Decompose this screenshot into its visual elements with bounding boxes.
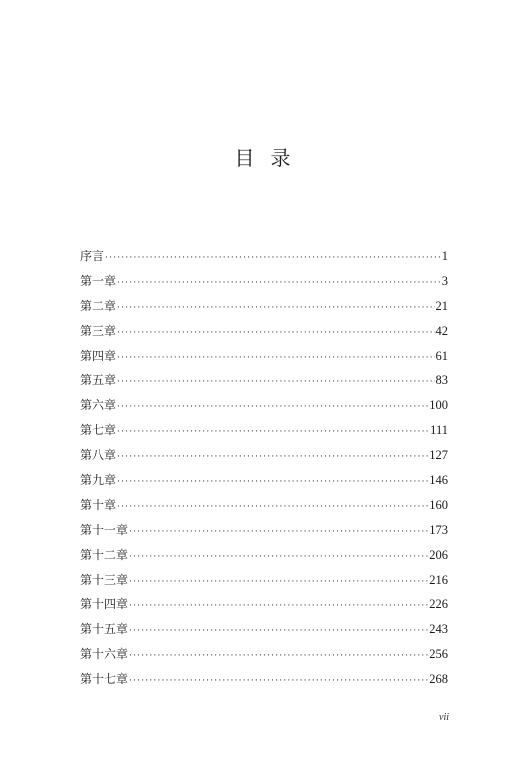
toc-entry-page-number: 226 [429,597,448,612]
toc-entry-page-number: 173 [429,522,448,537]
toc-entry-page-number: 216 [429,572,448,587]
toc-entry-label: 第七章 [80,423,117,438]
dot-leader [129,545,428,570]
toc-entry-page-number: 111 [430,423,448,438]
toc-entry-label: 第二章 [80,298,117,313]
toc-entry[interactable] [80,617,448,642]
toc-entry-page-number: 268 [429,672,448,687]
toc-entry-page-number: 146 [429,473,448,488]
toc-entry-page-number: 127 [429,448,448,463]
toc-entry-label: 第十七章 [80,672,129,687]
dot-leader [117,470,428,495]
dot-leader [117,420,429,445]
dot-leader [129,594,428,619]
page-folio: vii [439,712,449,723]
toc-entry-page-number: 3 [441,273,448,288]
dot-leader [129,520,428,545]
toc-entry[interactable] [80,518,448,543]
toc-entry-page-number: 256 [429,647,448,662]
toc-entry-label: 第五章 [80,373,117,388]
toc-entry-label: 第十五章 [80,622,129,637]
toc-entry-label: 第九章 [80,473,117,488]
dot-leader [129,570,428,595]
dot-leader [117,296,434,321]
toc-entry[interactable] [80,393,448,418]
toc-entry[interactable] [80,642,448,667]
dot-leader [129,669,428,694]
page-title [0,144,525,172]
toc-entry[interactable] [80,592,448,617]
toc-entry-label: 第十四章 [80,597,129,612]
toc-entry-label: 第十三章 [80,572,129,587]
dot-leader [117,395,428,420]
dot-leader [117,346,434,371]
toc-entry-label: 第十章 [80,497,117,512]
toc-entry[interactable] [80,244,448,269]
toc-entry[interactable] [80,344,448,369]
toc-entry-page-number: 160 [429,497,448,512]
dot-leader [117,271,441,296]
toc-entry-page-number: 61 [435,348,448,363]
dot-leader [129,644,428,669]
toc-entry[interactable] [80,269,448,294]
toc-entry-page-number: 83 [435,373,448,388]
dot-leader [105,246,441,271]
toc-entry-label: 序言 [80,249,105,263]
page-title-char-1: 目 [234,146,255,170]
dot-leader [117,370,434,395]
toc-entry-label: 第八章 [80,448,117,463]
toc-entry-label: 第十六章 [80,647,129,662]
toc-entry-page-number: 1 [441,249,448,263]
toc-entry-page-number: 21 [435,298,448,313]
toc-entry-label: 第十二章 [80,547,129,562]
toc-entry-label: 第六章 [80,398,117,413]
table-of-contents [80,244,448,692]
dot-leader [117,321,434,346]
toc-entry-label: 第四章 [80,348,117,363]
toc-entry[interactable] [80,294,448,319]
toc-entry[interactable] [80,543,448,568]
toc-entry-label: 第三章 [80,323,117,338]
toc-entry[interactable] [80,568,448,593]
toc-entry[interactable] [80,468,448,493]
dot-leader [129,619,428,644]
toc-entry[interactable] [80,368,448,393]
toc-entry-label: 第一章 [80,273,117,288]
page-title-char-2: 录 [270,146,291,170]
toc-entry-label: 第十一章 [80,522,129,537]
toc-entry[interactable] [80,418,448,443]
toc-entry-page-number: 100 [429,398,448,413]
toc-entry[interactable] [80,319,448,344]
toc-entry-page-number: 42 [435,323,448,338]
dot-leader [117,445,428,470]
toc-entry-page-number: 206 [429,547,448,562]
toc-entry[interactable] [80,667,448,692]
toc-entry[interactable] [80,443,448,468]
toc-entry[interactable] [80,493,448,518]
dot-leader [117,495,428,520]
toc-entry-page-number: 243 [429,622,448,637]
